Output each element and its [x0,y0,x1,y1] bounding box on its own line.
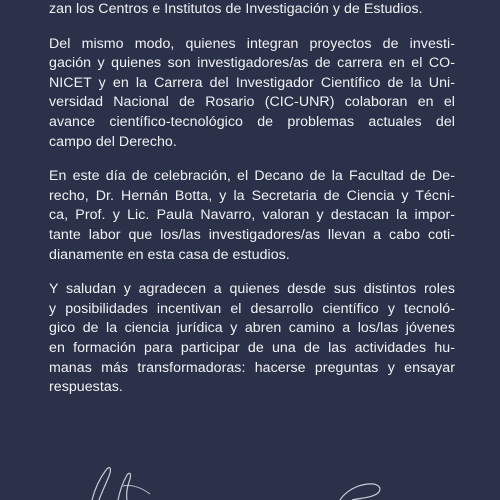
body-text [49,0,455,398]
text-line: avance científico-tecnológico de problemas actuales del [49,113,455,130]
signature-icon [0,460,500,500]
text-line: En este día de celebración, el Decano de la Facultad de De- [49,168,455,185]
text-line: Y saludan y agradecen a quienes desde sus distintos roles [49,281,455,298]
text-line: recho, Dr. Hernán Botta, y la Secretaria de Ciencia y Técni- [49,187,455,204]
text-line: respuestas. [49,379,123,396]
text-line: campo del Derecho. [49,133,177,150]
text-line: versidad Nacional de Rosario (CIC-UNR) colaboran en el [49,94,455,111]
text-line: manas más transformadoras: hacerse preguntas y ensayar [49,359,455,376]
text-line: y posibilidades incentivan el desarrollo científico y tecnoló- [49,300,455,317]
text-line: Del mismo modo, quienes integran proyectos de investi- [49,35,455,52]
text-line: gico de la ciencia jurídica y abren camino a los/las jóvenes [49,320,455,337]
paragraph-gap [49,152,455,167]
text-line: en formación para participar de una de las actividades hu- [49,339,455,356]
text-line: ca, Prof. y Lic. Paula Navarro, valoran y destacan la impor- [49,207,455,224]
text-line: dianamente en esta casa de estudios. [49,246,290,263]
text-line: zan los Centros e Institutos de Investigación y de Estudios. [49,1,423,17]
text-line: NICET y en la Carrera del Investigador Científico de la Uni- [49,74,455,91]
paragraph [49,280,455,398]
paragraph [49,167,455,265]
paragraph [49,0,455,20]
text-line: tante labor que los/las investigadores/as llevan a cabo coti- [49,226,455,243]
paragraph-gap [49,20,455,35]
paragraph [49,35,455,153]
text-line: gación y quienes son investigadores/as de carrera en el CO- [49,55,455,72]
paragraph-gap [49,265,455,280]
